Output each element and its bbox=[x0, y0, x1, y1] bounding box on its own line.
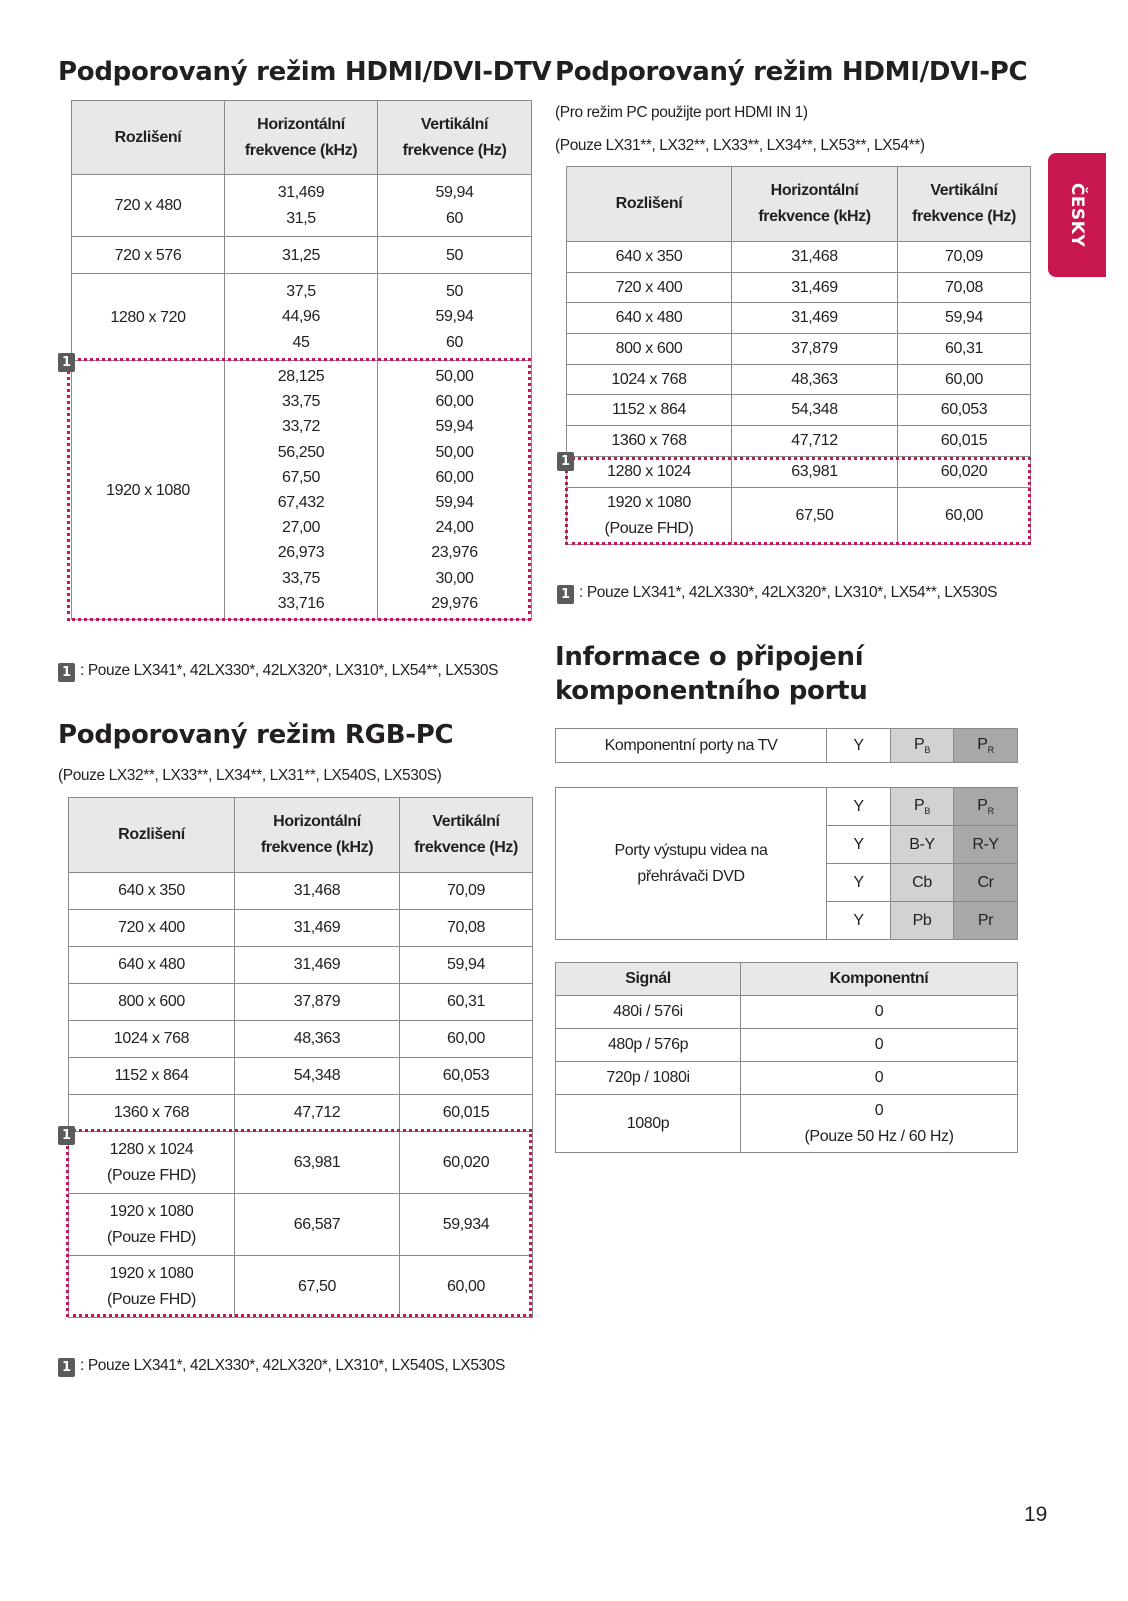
table-row bbox=[69, 1058, 533, 1095]
language-tab-label: ČESKY bbox=[1067, 182, 1087, 248]
vertical-cell: 60,015 bbox=[898, 426, 1031, 457]
component-title-line1: Informace o připojení bbox=[555, 642, 864, 672]
value-cell: 0 bbox=[741, 1062, 1018, 1095]
resolution-cell: 640 x 350 bbox=[69, 873, 235, 910]
component-header: Komponentní bbox=[741, 963, 1018, 996]
dtv-header-vertical: Vertikální frekvence (Hz) bbox=[378, 101, 532, 175]
dtv-table bbox=[71, 100, 532, 620]
language-tab bbox=[1048, 153, 1106, 277]
table-row bbox=[556, 996, 1018, 1029]
resolution-cell: 1920 x 1080 (Pouze FHD) bbox=[69, 1194, 235, 1256]
resolution-cell: 1152 x 864 bbox=[567, 395, 732, 426]
signal-cell: 1080p bbox=[556, 1095, 741, 1153]
resolution-cell: 640 x 350 bbox=[567, 242, 732, 273]
table-row bbox=[567, 426, 1031, 457]
horizontal-cell: 63,981 bbox=[235, 1132, 400, 1194]
table-row bbox=[69, 1021, 533, 1058]
table-row bbox=[72, 361, 532, 620]
port-cell: Y bbox=[827, 788, 891, 826]
vertical-cell: 59,94 bbox=[400, 947, 533, 984]
vertical-cell: 60,00 bbox=[898, 364, 1031, 395]
resolution-cell: 1280 x 1024 (Pouze FHD) bbox=[69, 1132, 235, 1194]
horizontal-cell: 37,879 bbox=[235, 984, 400, 1021]
footnote-badge: 1 bbox=[557, 452, 574, 471]
resolution-cell: 1280 x 1024 bbox=[567, 456, 732, 487]
resolution-cell: 720 x 576 bbox=[72, 237, 225, 274]
port-cell: B-Y bbox=[891, 826, 954, 864]
port-pr: $P_R$ bbox=[954, 729, 1018, 763]
resolution-cell: 800 x 600 bbox=[567, 334, 732, 365]
horizontal-cell: 48,363 bbox=[732, 364, 898, 395]
pc-header-row bbox=[567, 167, 1031, 242]
horizontal-cell: 47,712 bbox=[732, 426, 898, 457]
table-row bbox=[556, 788, 1018, 826]
table-row bbox=[567, 242, 1031, 273]
port-cell: $P_B$ bbox=[891, 788, 954, 826]
table-row bbox=[567, 395, 1031, 426]
footnote-badge: 1 bbox=[58, 1358, 75, 1377]
vertical-cell: 59,94 60 bbox=[378, 175, 532, 237]
resolution-cell: 800 x 600 bbox=[69, 984, 235, 1021]
table-row bbox=[69, 1095, 533, 1132]
footnote-badge: 1 bbox=[58, 353, 75, 372]
table-row bbox=[567, 303, 1031, 334]
horizontal-cell: 31,469 31,5 bbox=[225, 175, 378, 237]
horizontal-cell: 66,587 bbox=[235, 1194, 400, 1256]
port-cell: Y bbox=[827, 826, 891, 864]
dtv-footnote: : Pouze LX341*, 42LX330*, 42LX320*, LX310*, LX54**, LX530S bbox=[80, 662, 499, 679]
port-cell: R-Y bbox=[954, 826, 1018, 864]
vertical-cell: 70,09 bbox=[400, 873, 533, 910]
horizontal-cell: 31,25 bbox=[225, 237, 378, 274]
horizontal-cell: 48,363 bbox=[235, 1021, 400, 1058]
component-title-line2: komponentního portu bbox=[555, 676, 868, 706]
rgb-header-vertical: Vertikální frekvence (Hz) bbox=[400, 798, 533, 873]
dtv-title: Podporovaný režim HDMI/DVI-DTV bbox=[58, 57, 552, 87]
value-cell: 0 bbox=[741, 1029, 1018, 1062]
vertical-cell: 60,053 bbox=[898, 395, 1031, 426]
resolution-cell: 1024 x 768 bbox=[69, 1021, 235, 1058]
resolution-cell: 720 x 400 bbox=[69, 910, 235, 947]
horizontal-cell: 31,469 bbox=[732, 303, 898, 334]
dvd-ports-table bbox=[555, 787, 1018, 940]
vertical-cell: 60,053 bbox=[400, 1058, 533, 1095]
dtv-header-horizontal: Horizontální frekvence (kHz) bbox=[225, 101, 378, 175]
rgb-header-horizontal: Horizontální frekvence (kHz) bbox=[235, 798, 400, 873]
table-row bbox=[567, 272, 1031, 303]
table-row bbox=[72, 274, 532, 361]
horizontal-cell: 28,125 33,75 33,72 56,250 67,50 67,432 27,00 26,973 33,75 33,716 bbox=[225, 361, 378, 620]
resolution-cell: 1920 x 1080 bbox=[72, 361, 225, 620]
table-row bbox=[556, 1029, 1018, 1062]
rgb-footnote: : Pouze LX341*, 42LX330*, 42LX320*, LX310*, LX540S, LX530S bbox=[80, 1357, 505, 1374]
port-cell: Pb bbox=[891, 902, 954, 940]
rgb-title: Podporovaný režim RGB-PC bbox=[58, 720, 454, 750]
pc-header-resolution: Rozlišení bbox=[567, 167, 732, 242]
port-cell: Pr bbox=[954, 902, 1018, 940]
signal-cell: 480i / 576i bbox=[556, 996, 741, 1029]
horizontal-cell: 54,348 bbox=[235, 1058, 400, 1095]
port-cell: Y bbox=[827, 902, 891, 940]
vertical-cell: 50,00 60,00 59,94 50,00 60,00 59,94 24,00 23,976 30,00 29,976 bbox=[378, 361, 532, 620]
vertical-cell: 70,08 bbox=[898, 272, 1031, 303]
rgb-subtitle: (Pouze LX32**, LX33**, LX34**, LX31**, LX540S, LX530S) bbox=[58, 767, 442, 784]
dtv-header-resolution: Rozlišení bbox=[72, 101, 225, 175]
horizontal-cell: 31,469 bbox=[235, 947, 400, 984]
horizontal-cell: 31,468 bbox=[235, 873, 400, 910]
table-row bbox=[69, 947, 533, 984]
footnote-badge: 1 bbox=[557, 585, 574, 604]
table-row bbox=[556, 729, 1018, 763]
resolution-cell: 1920 x 1080 (Pouze FHD) bbox=[567, 487, 732, 544]
resolution-cell: 720 x 480 bbox=[72, 175, 225, 237]
footnote-badge: 1 bbox=[58, 1126, 75, 1145]
signal-table bbox=[555, 962, 1018, 1153]
port-cell: $P_R$ bbox=[954, 788, 1018, 826]
tv-ports-table bbox=[555, 728, 1018, 763]
horizontal-cell: 31,469 bbox=[235, 910, 400, 947]
table-row bbox=[567, 456, 1031, 487]
vertical-cell: 70,09 bbox=[898, 242, 1031, 273]
footnote-badge: 1 bbox=[58, 663, 75, 682]
horizontal-cell: 37,5 44,96 45 bbox=[225, 274, 378, 361]
pc-note-port: (Pro režim PC použijte port HDMI IN 1) bbox=[555, 104, 808, 121]
table-row bbox=[72, 175, 532, 237]
table-row bbox=[567, 334, 1031, 365]
horizontal-cell: 31,468 bbox=[732, 242, 898, 273]
horizontal-cell: 31,469 bbox=[732, 272, 898, 303]
horizontal-cell: 37,879 bbox=[732, 334, 898, 365]
table-row bbox=[69, 984, 533, 1021]
tv-ports-label: Komponentní porty na TV bbox=[556, 729, 827, 763]
resolution-cell: 1360 x 768 bbox=[69, 1095, 235, 1132]
vertical-cell: 60,31 bbox=[898, 334, 1031, 365]
resolution-cell: 1360 x 768 bbox=[567, 426, 732, 457]
rgb-header-row bbox=[69, 798, 533, 873]
resolution-cell: 720 x 400 bbox=[567, 272, 732, 303]
table-row bbox=[556, 1095, 1018, 1153]
resolution-cell: 1280 x 720 bbox=[72, 274, 225, 361]
resolution-cell: 1920 x 1080 (Pouze FHD) bbox=[69, 1256, 235, 1318]
vertical-cell: 60,00 bbox=[400, 1256, 533, 1318]
value-cell: 0 (Pouze 50 Hz / 60 Hz) bbox=[741, 1095, 1018, 1153]
vertical-cell: 60,015 bbox=[400, 1095, 533, 1132]
page-number: 19 bbox=[1024, 1503, 1048, 1526]
dtv-header-row bbox=[72, 101, 532, 175]
pc-note-models: (Pouze LX31**, LX32**, LX33**, LX34**, LX53**, LX54**) bbox=[555, 137, 925, 154]
horizontal-cell: 63,981 bbox=[732, 456, 898, 487]
table-row bbox=[69, 910, 533, 947]
signal-cell: 480p / 576p bbox=[556, 1029, 741, 1062]
horizontal-cell: 54,348 bbox=[732, 395, 898, 426]
vertical-cell: 59,94 bbox=[898, 303, 1031, 334]
vertical-cell: 60,00 bbox=[898, 487, 1031, 544]
vertical-cell: 60,31 bbox=[400, 984, 533, 1021]
signal-cell: 720p / 1080i bbox=[556, 1062, 741, 1095]
table-row bbox=[567, 487, 1031, 544]
resolution-cell: 640 x 480 bbox=[567, 303, 732, 334]
vertical-cell: 60,020 bbox=[400, 1132, 533, 1194]
horizontal-cell: 47,712 bbox=[235, 1095, 400, 1132]
resolution-cell: 1152 x 864 bbox=[69, 1058, 235, 1095]
horizontal-cell: 67,50 bbox=[235, 1256, 400, 1318]
horizontal-cell: 67,50 bbox=[732, 487, 898, 544]
pc-table bbox=[566, 166, 1031, 545]
pc-footnote: : Pouze LX341*, 42LX330*, 42LX320*, LX310*, LX54**, LX530S bbox=[579, 584, 998, 601]
table-row bbox=[567, 364, 1031, 395]
signal-header-row bbox=[556, 963, 1018, 996]
port-cell: Cr bbox=[954, 864, 1018, 902]
vertical-cell: 50 59,94 60 bbox=[378, 274, 532, 361]
pc-header-horizontal: Horizontální frekvence (kHz) bbox=[732, 167, 898, 242]
table-row bbox=[69, 1132, 533, 1194]
port-cell: Y bbox=[827, 864, 891, 902]
vertical-cell: 60,020 bbox=[898, 456, 1031, 487]
vertical-cell: 59,934 bbox=[400, 1194, 533, 1256]
resolution-cell: 640 x 480 bbox=[69, 947, 235, 984]
table-row bbox=[69, 873, 533, 910]
vertical-cell: 50 bbox=[378, 237, 532, 274]
table-row bbox=[69, 1194, 533, 1256]
vertical-cell: 70,08 bbox=[400, 910, 533, 947]
value-cell: 0 bbox=[741, 996, 1018, 1029]
port-pb: $P_B$ bbox=[891, 729, 954, 763]
port-y: Y bbox=[827, 729, 891, 763]
table-row bbox=[69, 1256, 533, 1318]
vertical-cell: 60,00 bbox=[400, 1021, 533, 1058]
dvd-ports-label: Porty výstupu videa na přehrávači DVD bbox=[556, 788, 827, 940]
pc-title: Podporovaný režim HDMI/DVI-PC bbox=[555, 57, 1028, 87]
signal-header: Signál bbox=[556, 963, 741, 996]
rgb-table bbox=[68, 797, 533, 1318]
pc-header-vertical: Vertikální frekvence (Hz) bbox=[898, 167, 1031, 242]
port-cell: Cb bbox=[891, 864, 954, 902]
table-row bbox=[72, 237, 532, 274]
table-row bbox=[556, 1062, 1018, 1095]
rgb-header-resolution: Rozlišení bbox=[69, 798, 235, 873]
resolution-cell: 1024 x 768 bbox=[567, 364, 732, 395]
